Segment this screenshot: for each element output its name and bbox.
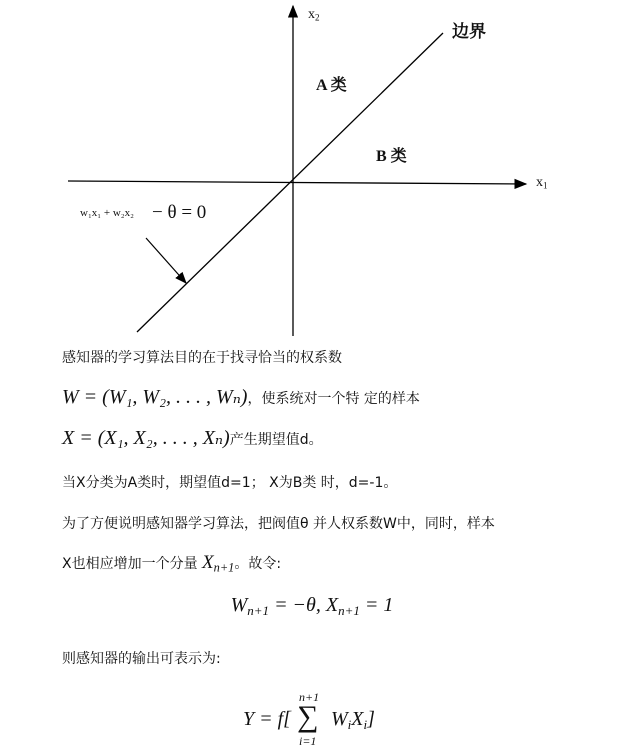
sum-upper-limit: n+1 xyxy=(299,690,320,704)
equation-x-math: X = (X₁, X₂, . . . , Xₙ) xyxy=(62,427,230,449)
equation-w-tail: ，使系统对一个特 定的样本 xyxy=(247,391,420,407)
augment-text-end: 。故令: xyxy=(234,556,282,572)
equation-pointer-arrow xyxy=(146,238,186,283)
boundary-label: 边界 xyxy=(452,22,486,41)
sum-lower-limit: i=1 xyxy=(299,734,317,748)
x1-axis xyxy=(68,181,526,184)
equation-x-vector xyxy=(62,425,323,450)
x1-axis-label: $x_1$ xyxy=(536,175,548,191)
x2-axis-label: $x_2$ xyxy=(308,7,320,23)
sum-symbol: ∑ xyxy=(297,700,319,733)
equation-w-math: W = (W₁, W₂, . . . , Wₙ) xyxy=(62,386,248,408)
paragraph-threshold: 为了方便说明感知器学习算法，把阀值θ 并人权系数W中，同时，样本 xyxy=(62,516,495,532)
paragraph-classes: 当X分类为A类时，期望值d=1； X为B类 时，d=-1。 xyxy=(62,475,398,491)
paragraph-output: 则感知器的输出可表示为: xyxy=(62,651,221,667)
sum-body: $W_iX_i$] xyxy=(331,708,375,732)
equation-w-vector xyxy=(62,384,420,409)
augment-math: $X_{n+1}$ xyxy=(202,552,235,575)
perceptron-figure xyxy=(0,0,624,340)
equation-augmented: $W_{n+1} = -\theta$, $X_{n+1} = 1$ xyxy=(230,594,394,618)
class-b-label: B 类 xyxy=(376,148,407,165)
equation-output xyxy=(0,690,624,750)
line-equation-left: w₁x₁ + w₂x₂ xyxy=(80,207,134,219)
paragraph-intro: 感知器的学习算法目的在于找寻恰当的权系数 xyxy=(62,350,342,366)
figure-canvas xyxy=(0,0,624,340)
output-left: Y = f[ xyxy=(243,708,291,730)
line-equation-right: − θ = 0 xyxy=(152,202,207,223)
equation-x-tail: 产生期望值d。 xyxy=(229,432,323,448)
paragraph-augment xyxy=(62,552,281,576)
class-a-label: A 类 xyxy=(316,77,347,94)
augment-text-start: X也相应增加一个分量 xyxy=(62,556,203,572)
boundary-line xyxy=(137,33,443,332)
